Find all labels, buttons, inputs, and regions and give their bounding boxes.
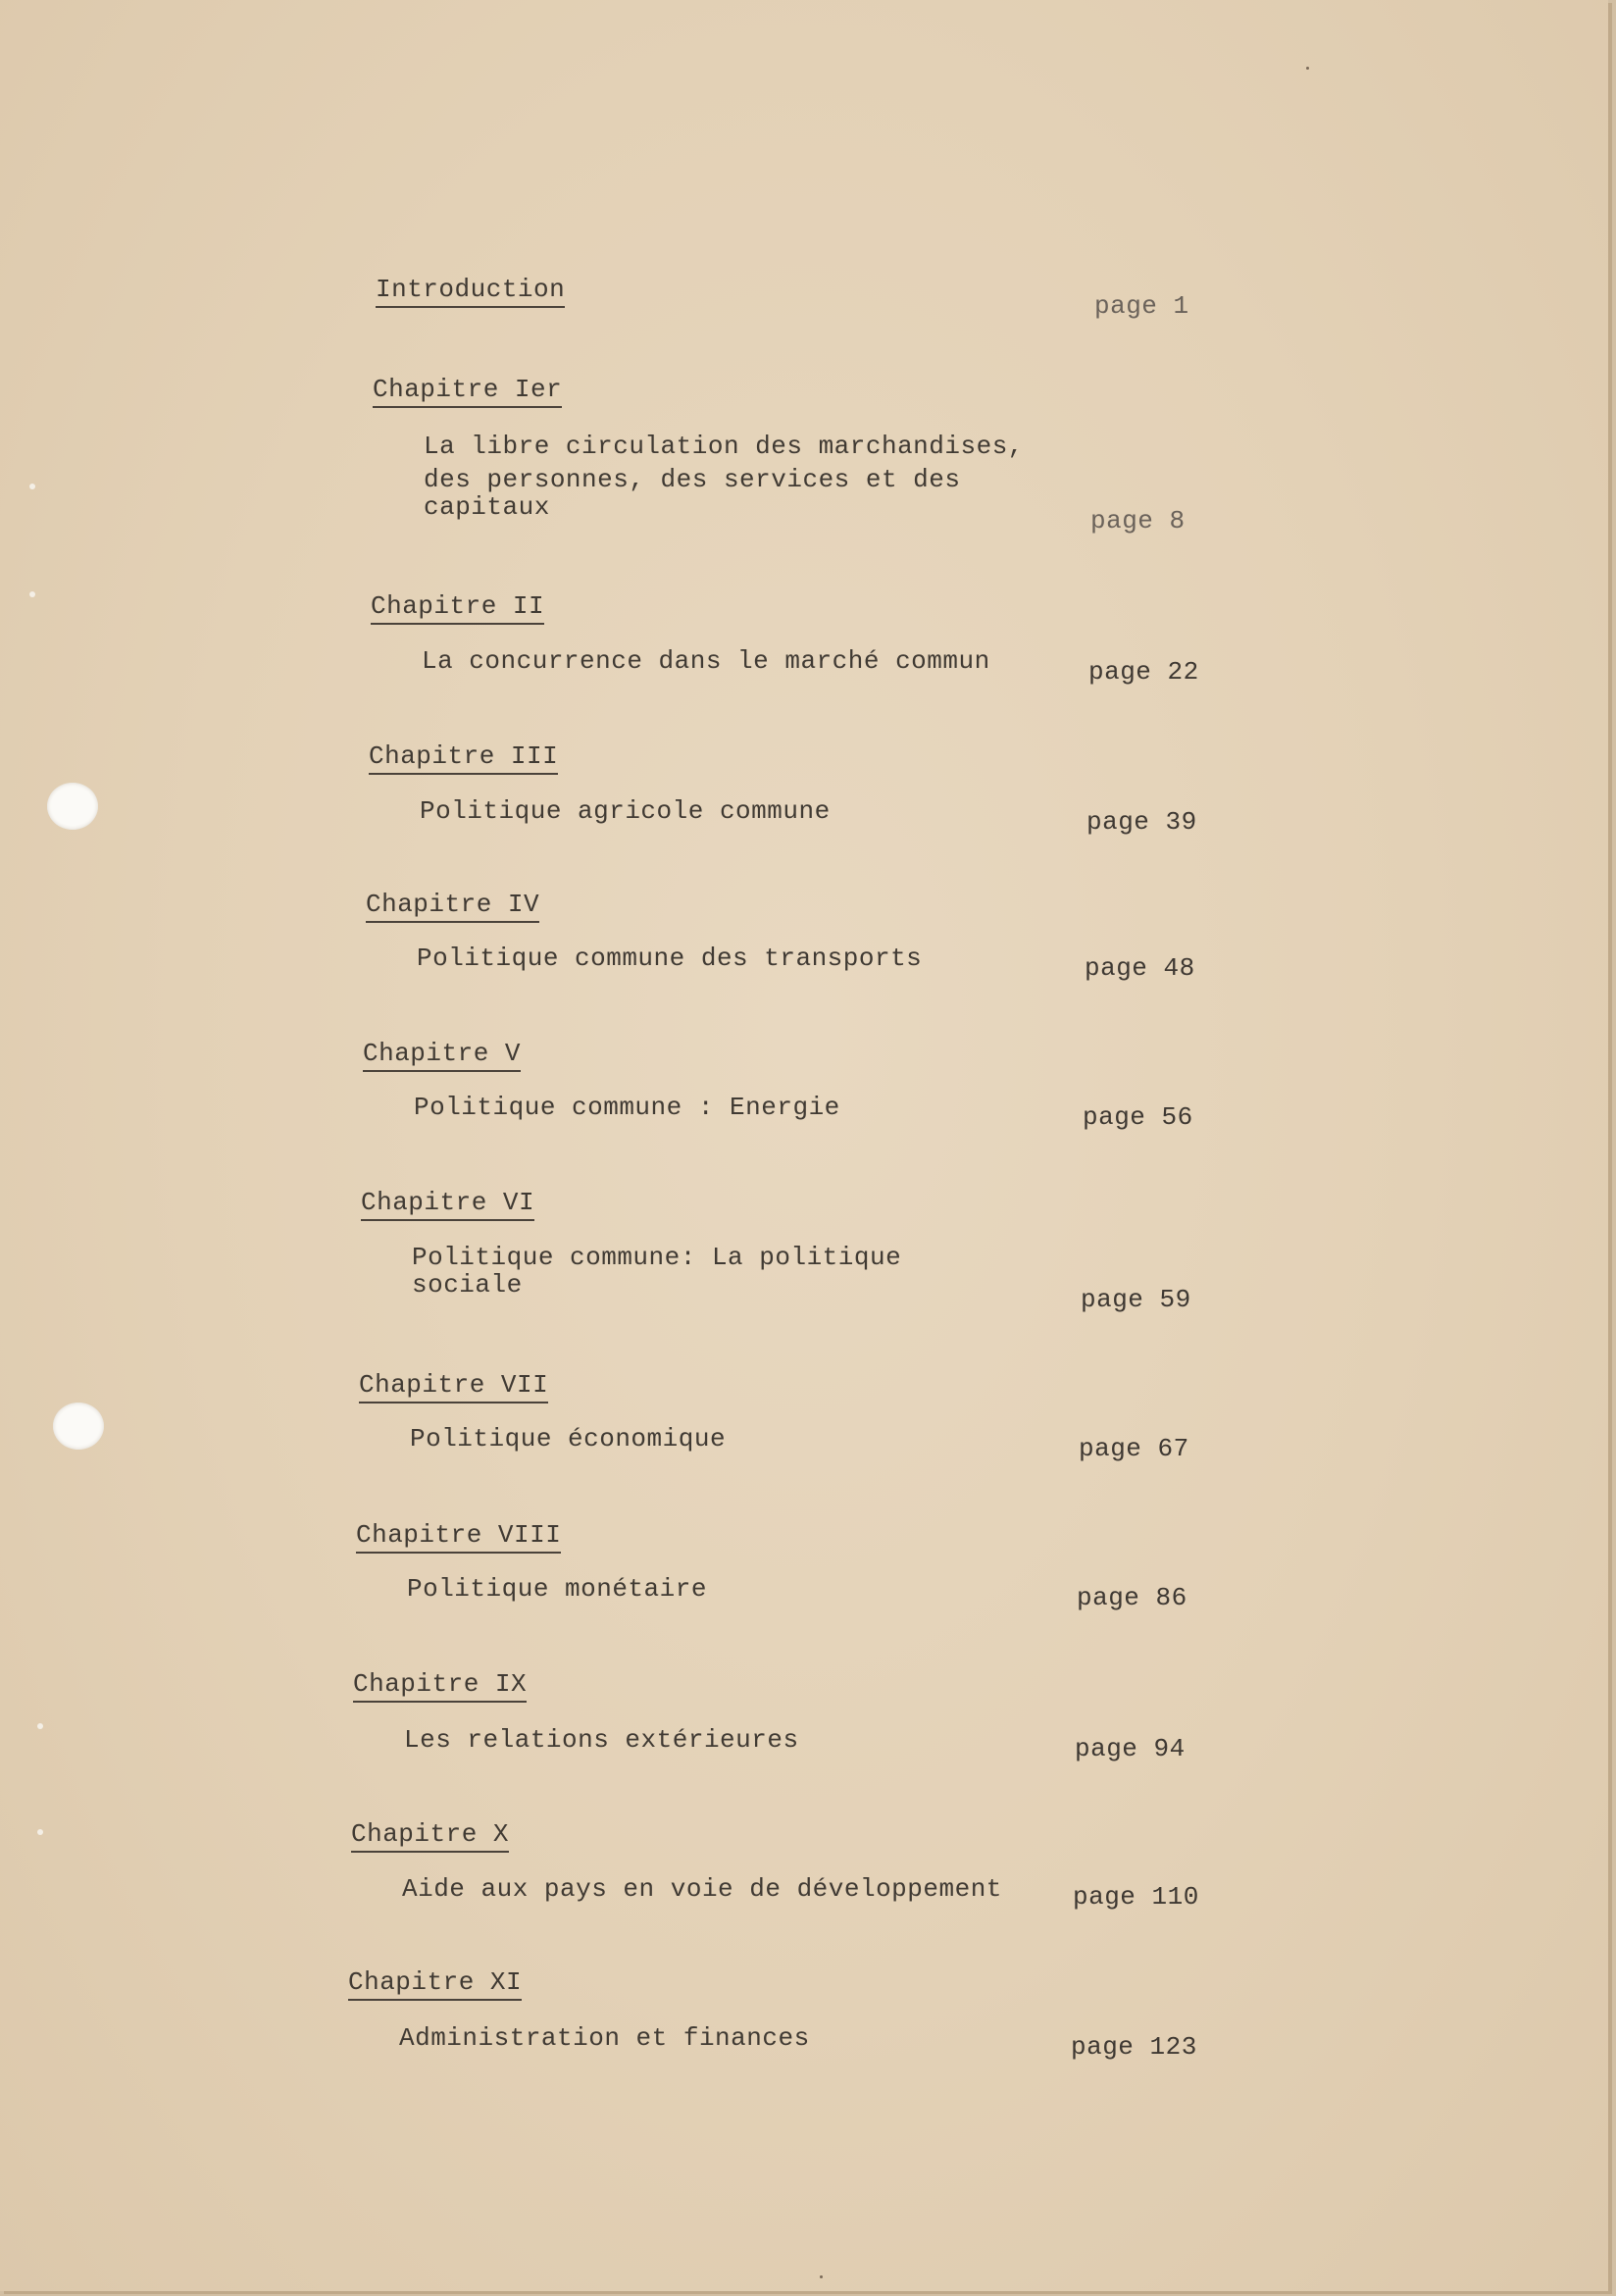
chapter-4-page-number: page 48 [1085,953,1195,983]
chapter-3-heading: Chapitre III [369,741,558,775]
chapter-10-title [402,1872,1002,1906]
chapter-10-title-line: Aide aux pays en voie de développement [402,1874,1002,1904]
ink-speck [1306,67,1309,70]
chapter-1-title [424,430,1024,524]
chapter-4-title-line: Politique commune des transports [417,944,923,973]
chapter-8-title [407,1572,707,1606]
chapter-10-page-number: page 110 [1073,1882,1199,1912]
chapter-9-title [404,1723,799,1757]
chapter-8-page-number: page 86 [1077,1583,1187,1612]
ink-speck [820,2275,823,2278]
chapter-5-title [414,1091,840,1124]
chapter-11-page-number: page 123 [1071,2032,1197,2062]
paper-speck [29,591,35,597]
chapter-1-heading: Chapitre Ier [373,375,562,408]
paper-speck [37,1723,43,1729]
chapter-9-page-number: page 94 [1075,1734,1186,1763]
punch-hole-top [47,783,98,830]
paper-speck [29,484,35,489]
chapter-6-title [412,1241,901,1301]
chapter-1-title-line: La libre circulation des marchandises, [424,432,1024,461]
chapter-2-page-number: page 22 [1088,657,1199,687]
chapter-3-title-line: Politique agricole commune [420,796,831,826]
chapter-7-title-line: Politique économique [410,1424,727,1454]
chapter-5-title-line: Politique commune : Energie [414,1093,840,1122]
chapter-1-title-line: capitaux [424,492,550,522]
chapter-9-heading: Chapitre IX [353,1669,527,1703]
chapter-7-heading: Chapitre VII [359,1370,548,1403]
chapter-3-title [420,794,831,828]
chapter-2-heading: Chapitre II [371,591,544,625]
introduction-heading: Introduction [376,275,565,308]
chapter-5-heading: Chapitre V [363,1039,521,1072]
chapter-6-heading: Chapitre VI [361,1188,534,1221]
chapter-11-heading: Chapitre XI [348,1967,522,2001]
chapter-4-title [417,942,922,975]
chapter-11-title [399,2021,810,2055]
chapter-5-page-number: page 56 [1083,1102,1193,1132]
chapter-1-title-line: des personnes, des services et des [424,465,961,494]
chapter-9-title-line: Les relations extérieures [404,1725,799,1755]
chapter-8-title-line: Politique monétaire [407,1574,707,1604]
chapter-1-page-number: page 8 [1090,506,1186,536]
introduction-page-number: page 1 [1094,291,1189,321]
chapter-6-title-line: Politique commune: La politique [412,1243,902,1272]
chapter-10-heading: Chapitre X [351,1819,509,1853]
chapter-4-heading: Chapitre IV [366,890,539,923]
chapter-6-title-line: sociale [412,1270,523,1300]
chapter-6-page-number: page 59 [1081,1285,1191,1314]
paper-speck [37,1829,43,1835]
chapter-7-title [410,1422,726,1455]
chapter-7-page-number: page 67 [1079,1434,1189,1463]
chapter-2-title-line: La concurrence dans le marché commun [422,646,990,676]
punch-hole-bottom [53,1403,104,1450]
chapter-3-page-number: page 39 [1086,807,1197,837]
chapter-11-title-line: Administration et finances [399,2023,810,2053]
chapter-8-heading: Chapitre VIII [356,1520,561,1554]
chapter-2-title [422,644,990,678]
